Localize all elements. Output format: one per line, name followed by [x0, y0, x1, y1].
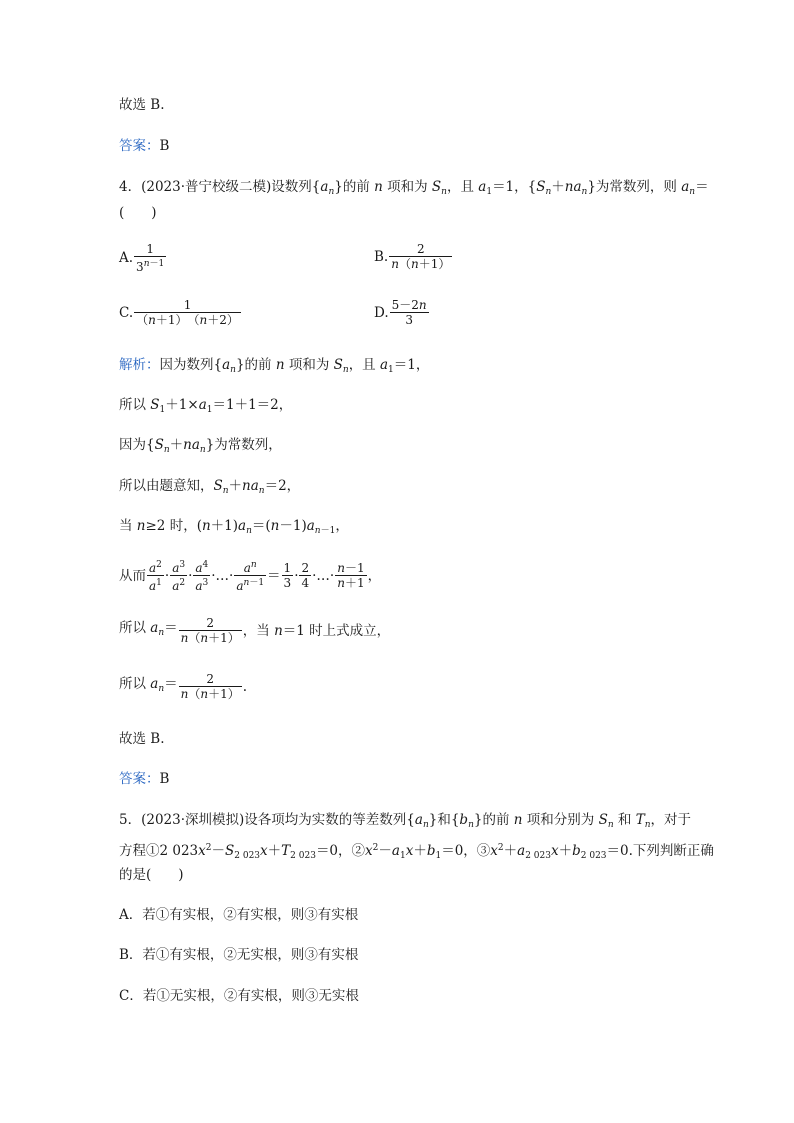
- q4-option-b: [374, 242, 453, 271]
- q5-stem-line-1: 5．(2023·深圳模拟)设各项均为实数的等差数列$\{a_n\}$和$\{b_n\}$的前 n 项和分别为 $S_n$ 和 $T_n$，对于: [119, 812, 692, 830]
- q4-option-d: [374, 298, 430, 327]
- q5-option-a: A．若①有实根，②有实根，则③有实根: [119, 907, 359, 923]
- option-label: B.: [374, 248, 389, 265]
- solution-line-4: 所以由题意知，$S_n+na_n=2$，: [119, 478, 301, 496]
- option-label: A.: [119, 250, 134, 266]
- q5-number: 5．: [119, 812, 142, 828]
- option-b-fraction: $\frac{2}{n(n+1)}$: [391, 242, 451, 271]
- answer-label: 答案：: [119, 138, 160, 154]
- option-label: D.: [374, 304, 389, 321]
- option-c-fraction: $\frac{1}{(n+1) (n+2)}$: [136, 298, 239, 327]
- solution-label: 解析：: [119, 357, 160, 373]
- solution-line-7: 所以 $a_n=$ $\frac{2}{n(n+1)}$ ，当 n＝1 时上式成立，: [119, 616, 391, 645]
- q4-stem: 4．(2023·普宁校级二模)设数列$\{a_n\}$的前 n 项和为 $S_n$，且 $a_1=1$，$\{S_n+na_n\}$为常数列，则 $a_n=$: [119, 179, 709, 197]
- q5-stem-line-3: 的是( ): [119, 867, 184, 883]
- answer-value: B: [159, 138, 170, 154]
- q5-option-c: C．若①无实根，②有实根，则③无实根: [119, 988, 359, 1004]
- option-a-fraction: $\frac{1}{3^{n-1}}$: [136, 242, 165, 274]
- solution-answer: [119, 770, 169, 788]
- solution-line-5: 当 n≥2 时，$(n+1)a_n=(n-1)a_{n-1}$，: [119, 518, 349, 536]
- q4-option-a: [119, 242, 167, 274]
- solution-line-1: 解析：因为数列$\{a_n\}$的前 n 项和为 $S_n$，且 $a_1=1$，: [119, 357, 430, 375]
- solution-line-3: 因为$\{S_n+na_n\}$为常数列，: [119, 437, 282, 455]
- q3-conclusion: 故选 B.: [119, 97, 165, 113]
- solution-line-8: 所以 $a_n=$ $\frac{2}{n(n+1)}$ .: [119, 672, 248, 701]
- option-label: C.: [119, 304, 134, 321]
- solution-line-6: 从而 $\frac{a^2}{a^1}$ · $\frac{a^3}{a^2}$ · $\frac{a^4}{a^3}$ ·…· $\frac{a^n}{a^{n-1}}$ ＝ $\frac{1}{3}$ · $\frac{2}{4}$ ·…· $\frac{n-1}{n+1}$ ，: [119, 560, 382, 593]
- answer-label: 答案：: [119, 771, 160, 787]
- option-d-fraction: $\frac{5-2n}{3}$: [391, 298, 427, 327]
- answer-value: B: [159, 771, 170, 787]
- solution-line-2: 所以 $S_1+1\times a_1=1+1=2$，: [119, 397, 293, 415]
- q3-answer: [119, 137, 169, 155]
- q4-number: 4．: [119, 179, 142, 195]
- q4-blank: ( ): [119, 205, 157, 221]
- q4-option-c: [119, 298, 242, 327]
- q5-stem-line-2: 方程①2 $023x^2-S_{2 023}x+T_{2 023}=0$，$②x^2-a_1x+b_1=0$，$③x^2+a_{2 023}x+b_{2 023}=0$.下列判断正确: [119, 843, 714, 861]
- q5-option-b: B．若①有实根，②无实根，则③有实根: [119, 947, 359, 963]
- solution-conclusion: 故选 B.: [119, 731, 165, 747]
